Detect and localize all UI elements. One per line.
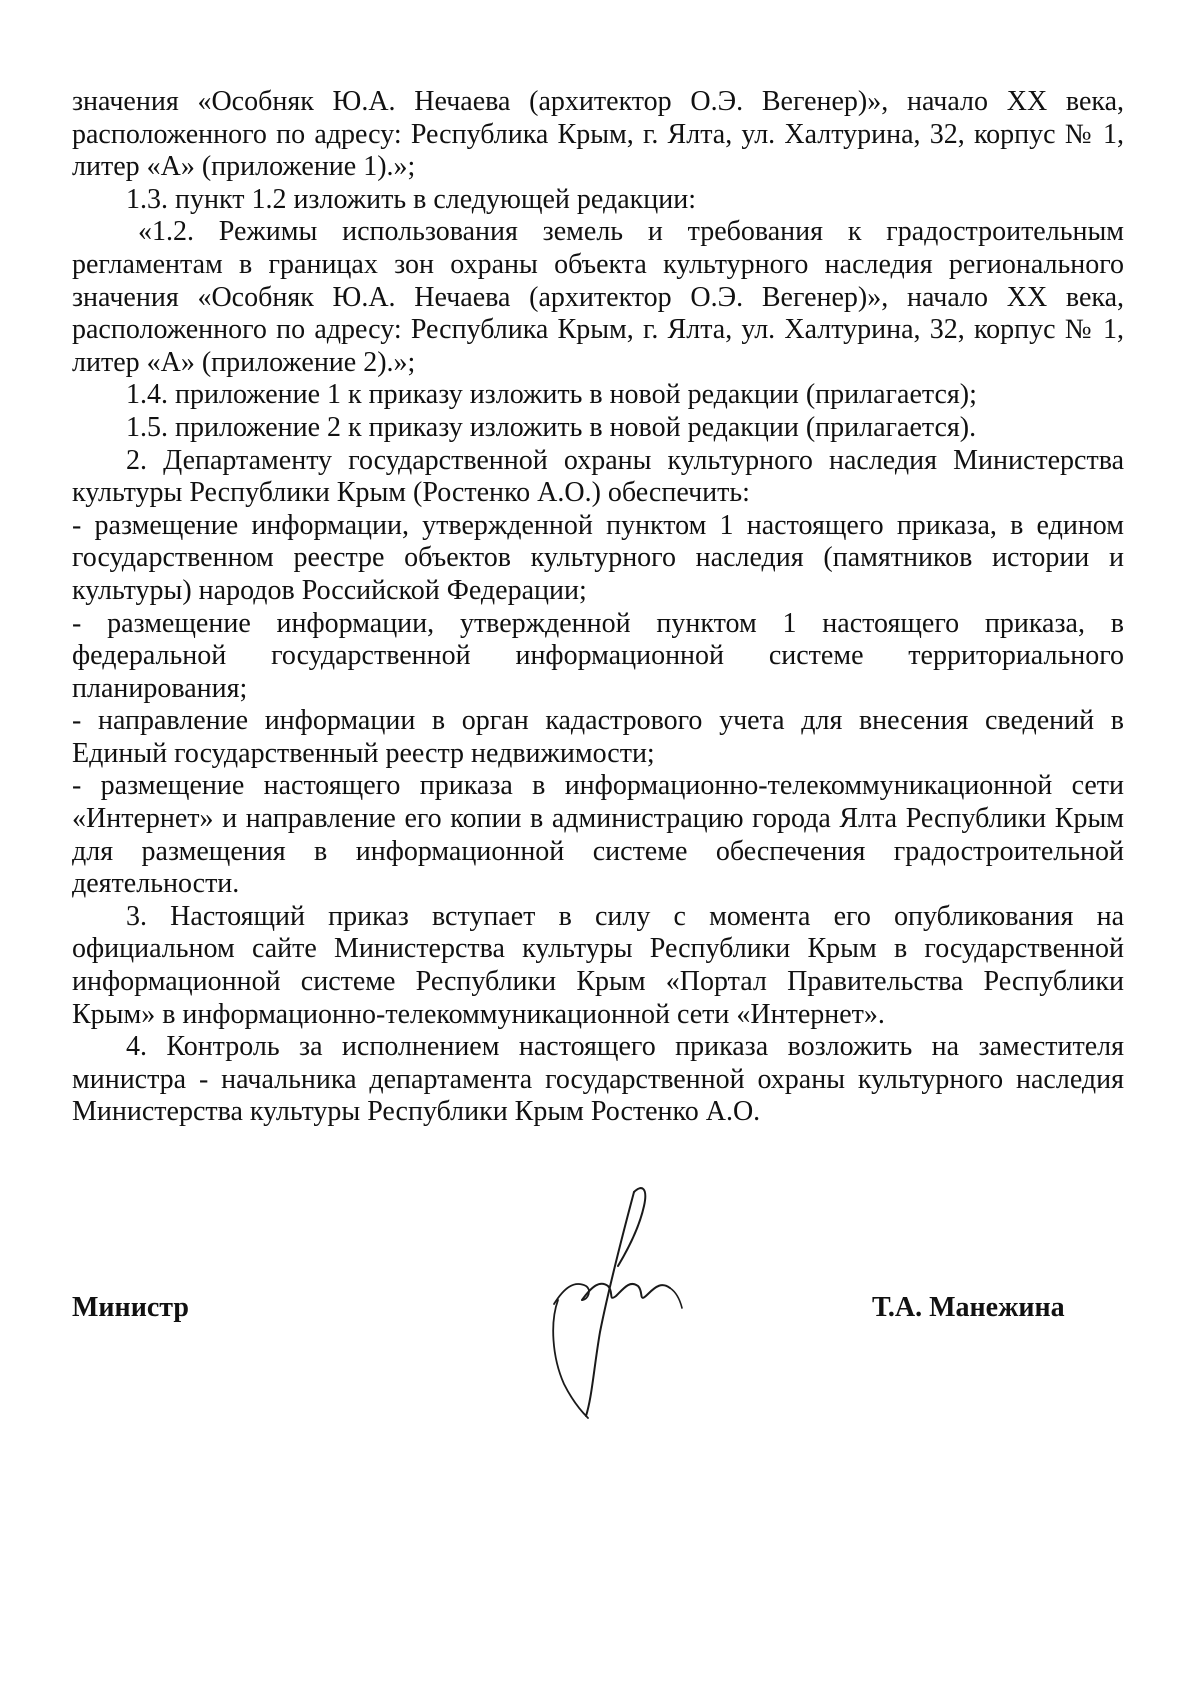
signatory-title: Министр — [72, 1292, 189, 1323]
paragraph-bullet-internet: - размещение настоящего приказа в информационно-телекоммуникационной сети «Интернет» и направление его копии в администрацию города Ялта Республики Крым для размещения в информационной системе обеспечения градостроительной деятельности. — [72, 770, 1124, 900]
paragraph-item-1-5: 1.5. приложение 2 к приказу изложить в новой редакции (прилагается). — [126, 411, 977, 443]
paragraph-bullet-planning-system: - размещение информации, утвержденной пунктом 1 настоящего приказа, в федеральной государственной информационной системе территориального планирования; — [72, 607, 1124, 704]
paragraph-item-1-4: 1.4. приложение 1 к приказу изложить в новой редакции (прилагается); — [126, 379, 977, 411]
paragraph-quoted-1-2: «1.2. Режимы использования земель и требования к градостроительным регламентам в границах зон охраны объекта культурного наследия регионального значения «Особняк Ю.А. Нечаева (архитектор О.Э. Вегенер)», начало XX века, расположенного по адресу: Республика Крым, г. Ялта, ул. Халтурина, 32, корпус № 1, литер «А» (приложение 2).»; — [72, 216, 1124, 378]
paragraph-continuation: значения «Особняк Ю.А. Нечаева (архитектор О.Э. Вегенер)», начало XX века, расположенного по адресу: Республика Крым, г. Ялта, ул. Халтурина, 32, корпус № 1, литер «А» (приложение 1).»; — [72, 86, 1124, 183]
paragraph-item-2: 2. Департаменту государственной охраны культурного наследия Министерства культуры Республики Крым (Ростенко А.О.) обеспечить: — [72, 444, 1124, 509]
paragraph-item-4: 4. Контроль за исполнением настоящего приказа возложить на заместителя министра - начальника департамента государственной охраны культурного наследия Министерства культуры Республики Крым Ростенко А.О. — [72, 1031, 1124, 1128]
paragraph-bullet-registry: - размещение информации, утвержденной пунктом 1 настоящего приказа, в едином государственном реестре объектов культурного наследия (памятников истории и культуры) народов Российской Федерации; — [72, 509, 1124, 606]
handwritten-signature — [530, 1182, 730, 1432]
document-body — [72, 86, 1124, 1129]
signatory-name: Т.А. Манежина — [872, 1292, 1065, 1323]
paragraph-bullet-cadastral: - направление информации в орган кадастрового учета для внесения сведений в Единый государственный реестр недвижимости; — [72, 705, 1124, 769]
paragraph-item-1-3: 1.3. пункт 1.2 изложить в следующей редакции: — [126, 183, 696, 215]
paragraph-item-3: 3. Настоящий приказ вступает в силу с момента его опубликования на официальном сайте Министерства культуры Республики Крым в государственной информационной системе Республики Крым «Портал Правительства Республики Крым» в информационно-телекоммуникационной сети «Интернет». — [72, 900, 1124, 1030]
